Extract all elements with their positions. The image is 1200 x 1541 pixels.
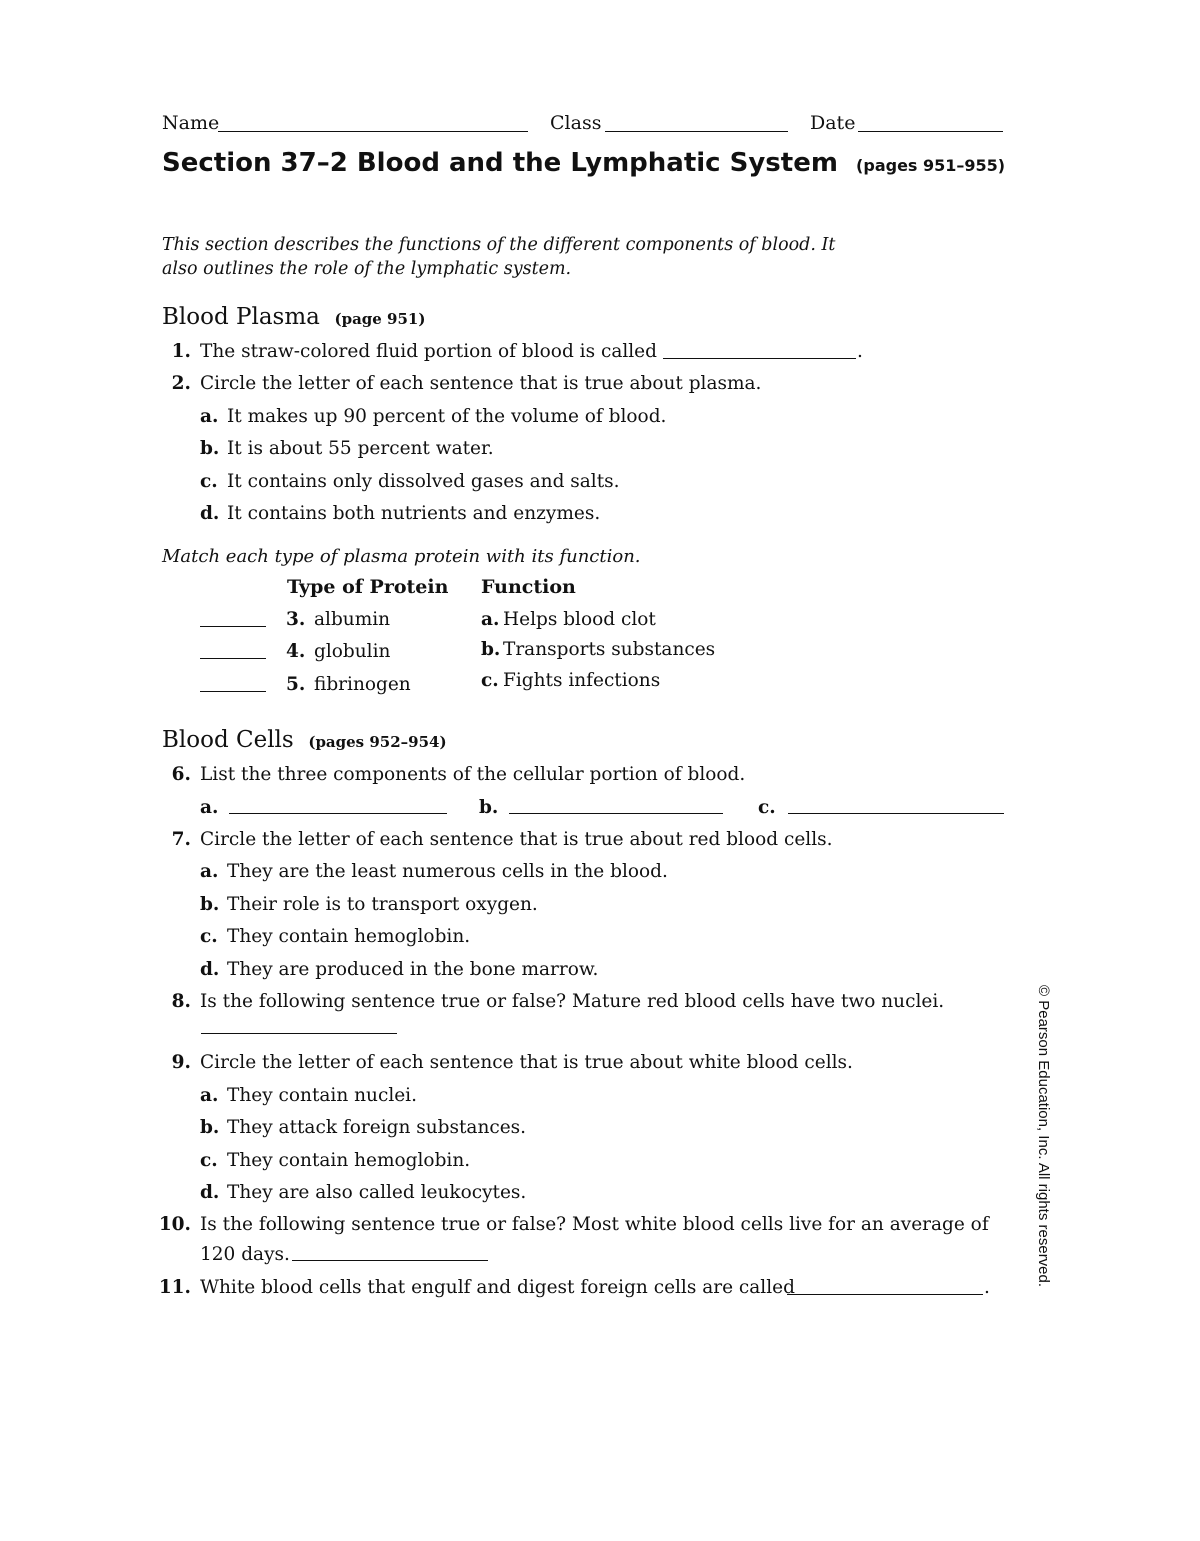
match-blank[interactable] (200, 626, 266, 627)
option-letter[interactable]: a. (200, 861, 219, 882)
blood-plasma-heading (162, 304, 425, 330)
intro-line-1: This section describes the functions of the different components of blood. It (162, 235, 836, 255)
class-blank[interactable] (605, 131, 788, 132)
function-letter: a. (481, 609, 500, 630)
question-number: 2. (171, 373, 191, 394)
option-letter[interactable]: a. (200, 1085, 219, 1106)
type-of-protein-header: Type of Protein (287, 576, 449, 598)
answer-blank[interactable] (201, 1033, 397, 1034)
period: . (984, 1277, 990, 1298)
option-text: It contains both nutrients and enzymes. (227, 503, 601, 524)
option-text: They are produced in the bone marrow. (227, 959, 599, 980)
option-letter[interactable]: b. (200, 1117, 220, 1138)
heading-text: Blood Cells (162, 727, 294, 753)
option-letter[interactable]: c. (200, 1150, 218, 1171)
name-blank[interactable] (218, 131, 528, 132)
intro-line-2: also outlines the role of the lymphatic system. (162, 259, 572, 279)
answer-blank-b[interactable] (509, 813, 723, 814)
heading-pages: (page 951) (334, 310, 426, 328)
period: . (857, 341, 863, 362)
option-letter[interactable]: b. (200, 894, 220, 915)
blood-cells-heading (162, 727, 447, 753)
question-number: 3. (286, 609, 306, 630)
option-text: They attack foreign substances. (227, 1117, 527, 1138)
heading-pages: (pages 952–954) (308, 733, 447, 751)
question-text: The straw-colored fluid portion of blood is called (200, 341, 657, 362)
option-text: They contain hemoglobin. (227, 1150, 471, 1171)
option-letter[interactable]: d. (200, 1182, 220, 1203)
question-text-line-1: Is the following sentence true or false? Most white blood cells live for an average of (200, 1214, 989, 1235)
protein-name: globulin (314, 641, 391, 662)
option-letter[interactable]: c. (200, 471, 218, 492)
copyright-notice: © Pearson Education, Inc. All rights reserved. (1035, 985, 1052, 1288)
option-letter[interactable]: d. (200, 959, 220, 980)
option-letter[interactable]: b. (200, 438, 220, 459)
answer-blank[interactable] (292, 1260, 488, 1261)
question-text: White blood cells that engulf and digest foreign cells are called (200, 1277, 795, 1298)
name-label: Name (162, 112, 220, 134)
answer-blank-c[interactable] (788, 813, 1004, 814)
section-title: Section 37–2 Blood and the Lymphatic System (162, 148, 838, 178)
option-letter[interactable]: a. (200, 406, 219, 427)
option-letter[interactable]: d. (200, 503, 220, 524)
question-number: 9. (171, 1052, 191, 1073)
question-number: 8. (171, 991, 191, 1012)
option-text: It makes up 90 percent of the volume of blood. (227, 406, 667, 427)
question-text-line-2: 120 days. (200, 1244, 290, 1265)
protein-name: albumin (314, 609, 391, 630)
function-text: Helps blood clot (503, 609, 656, 630)
option-text: It is about 55 percent water. (227, 438, 494, 459)
match-blank[interactable] (200, 658, 266, 659)
option-text: They contain nuclei. (227, 1085, 417, 1106)
class-label: Class (550, 112, 602, 134)
question-text: Is the following sentence true or false? Mature red blood cells have two nuclei. (200, 991, 945, 1012)
protein-name: fibrinogen (314, 674, 411, 695)
answer-blank-a[interactable] (229, 813, 447, 814)
match-blank[interactable] (200, 691, 266, 692)
page-title (162, 148, 1005, 178)
question-number: 4. (286, 641, 306, 662)
blank-a-label: a. (200, 797, 219, 818)
heading-text: Blood Plasma (162, 304, 320, 330)
function-letter: c. (481, 670, 499, 691)
question-text: List the three components of the cellular portion of blood. (200, 764, 746, 785)
question-text: Circle the letter of each sentence that is true about red blood cells. (200, 829, 833, 850)
answer-blank[interactable] (663, 358, 856, 359)
function-text: Fights infections (503, 670, 661, 691)
option-text: They are also called leukocytes. (227, 1182, 527, 1203)
function-letter: b. (481, 639, 501, 660)
question-number: 5. (286, 674, 306, 695)
question-number: 11. (158, 1277, 191, 1298)
option-text: It contains only dissolved gases and salts. (227, 471, 620, 492)
question-number: 7. (171, 829, 191, 850)
question-text: Circle the letter of each sentence that is true about plasma. (200, 373, 762, 394)
blank-b-label: b. (479, 797, 499, 818)
option-text: They contain hemoglobin. (227, 926, 471, 947)
option-text: Their role is to transport oxygen. (227, 894, 538, 915)
option-letter[interactable]: c. (200, 926, 218, 947)
question-number: 1. (171, 341, 191, 362)
function-text: Transports substances (503, 639, 716, 660)
question-number: 6. (171, 764, 191, 785)
date-blank[interactable] (858, 131, 1003, 132)
function-header: Function (481, 576, 576, 598)
section-pages: (pages 951–955) (856, 156, 1006, 175)
question-number: 10. (158, 1214, 191, 1235)
option-text: They are the least numerous cells in the blood. (227, 861, 668, 882)
answer-blank[interactable] (787, 1294, 983, 1295)
match-instruction: Match each type of plasma protein with its function. (162, 546, 641, 567)
question-text: Circle the letter of each sentence that is true about white blood cells. (200, 1052, 853, 1073)
blank-c-label: c. (758, 797, 776, 818)
date-label: Date (810, 112, 856, 134)
